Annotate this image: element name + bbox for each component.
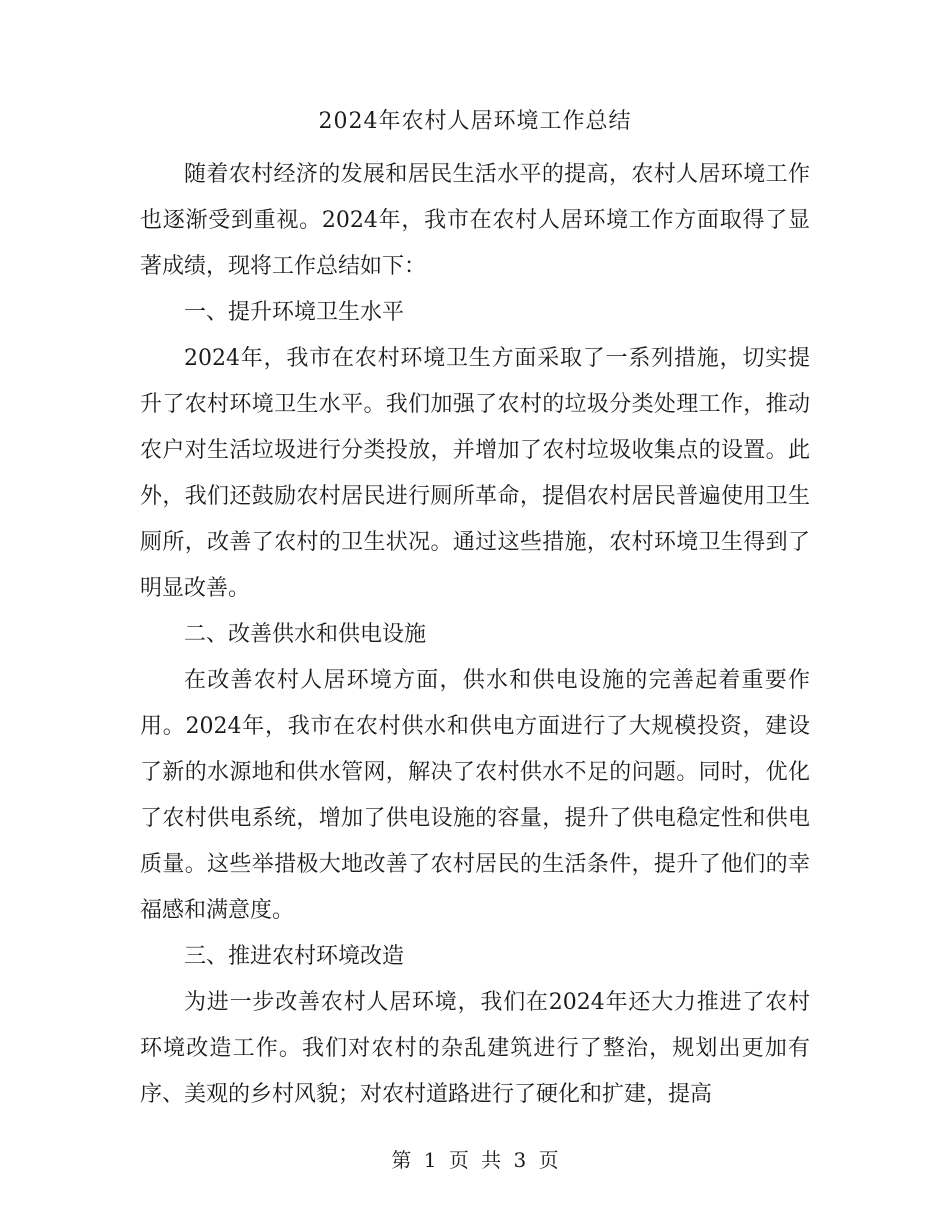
paragraph-intro: 随着农村经济的发展和居民生活水平的提高，农村人居环境工作也逐渐受到重视。2024年，我市在农村人居环境工作方面取得了显著成绩，现将工作总结如下： (140, 162, 810, 279)
paragraph-section-2: 在改善农村人居环境方面，供水和供电设施的完善起着重要作用。2024年，我市在农村供水和供电方面进行了大规模投资，建设了新的水源地和供水管网，解决了农村供水不足的问题。同时，优化了农村供电系统，增加了供电设施的容量，提升了供电稳定性和供电质量。这些举措极大地改善了农村居民的生活条件，提升了他们的幸福感和满意度。 (140, 668, 810, 923)
paragraph-section-1: 2024年，我市在农村环境卫生方面采取了一系列措施，切实提升了农村环境卫生水平。我们加强了农村的垃圾分类处理工作，推动农户对生活垃圾进行分类投放，并增加了农村垃圾收集点的设置。此外，我们还鼓励农村居民进行厕所革命，提倡农村居民普遍使用卫生厕所，改善了农村的卫生状况。通过这些措施，农村环境卫生得到了明显改善。 (140, 346, 810, 601)
section-heading-1: 一、提升环境卫生水平 (184, 300, 405, 325)
section-heading-2: 二、改善供水和供电设施 (184, 622, 427, 647)
section-heading-3: 三、推进农村环境改造 (184, 944, 405, 969)
document-body (140, 152, 810, 1118)
page-number-footer: 第 1 页 共 3 页 (391, 1148, 559, 1172)
document-title: 2024年农村人居环境工作总结 (318, 109, 632, 134)
paragraph-section-3: 为进一步改善农村人居环境，我们在2024年还大力推进了农村环境改造工作。我们对农村的杂乱建筑进行了整治，规划出更加有序、美观的乡村风貌；对农村道路进行了硬化和扩建，提高 (140, 990, 810, 1107)
